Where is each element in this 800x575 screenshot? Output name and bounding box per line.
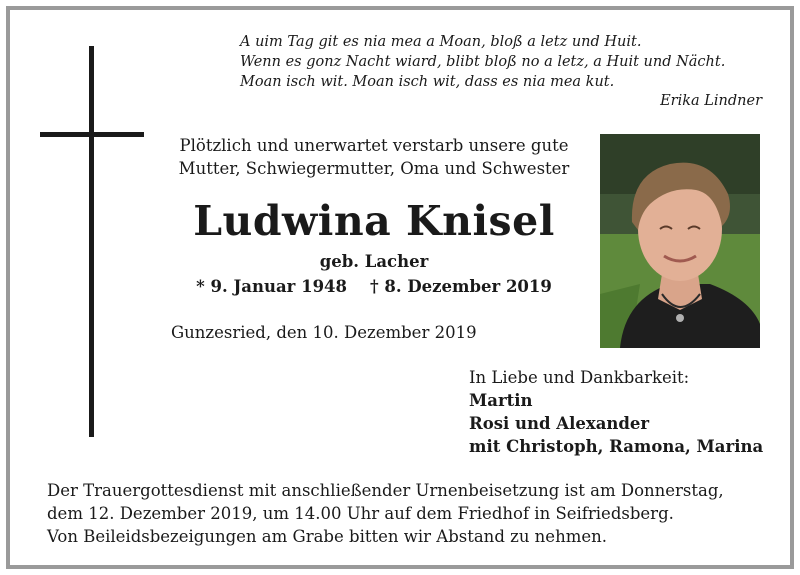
portrait-photo <box>600 134 760 348</box>
service-line: Von Beileidsbezeigungen am Grabe bitten wir Abstand zu nehmen. <box>47 527 607 546</box>
family-signature <box>469 366 763 458</box>
service-line: dem 12. Dezember 2019, um 14.00 Uhr auf dem Friedhof in Seifriedsberg. <box>47 504 674 523</box>
cross-horizontal-bar <box>40 132 144 137</box>
death-date: † 8. Dezember 2019 <box>370 277 552 296</box>
family-member: mit Christoph, Ramona, Marina <box>469 437 764 456</box>
poem-line: Moan isch wit. Moan isch wit, dass es nia mea kut. <box>240 74 615 90</box>
intro-line: Mutter, Schwiegermutter, Oma und Schwester <box>178 159 570 178</box>
funeral-service-info <box>47 479 777 548</box>
family-member: Martin <box>469 391 533 410</box>
intro-line: Plötzlich und unerwartet verstarb unsere gute <box>179 136 569 155</box>
death-announcement-intro <box>148 134 600 180</box>
poem-line: A uim Tag git es nia mea a Moan, bloß a letz und Huit. <box>240 34 642 50</box>
family-heading: In Liebe und Dankbarkeit: <box>469 368 690 387</box>
place-and-date: Gunzesried, den 10. Dezember 2019 <box>171 323 477 342</box>
poem-line: Wenn es gonz Nacht wiard, blibt bloß no a letz, a Huit und Nächt. <box>240 54 726 70</box>
life-dates <box>148 276 600 298</box>
service-line: Der Trauergottesdienst mit anschließender Urnenbeisetzung ist am Donnerstag, <box>47 481 724 500</box>
deceased-name: Ludwina Knisel <box>193 197 555 245</box>
poem-author: Erika Lindner <box>660 93 762 109</box>
birth-name: geb. Lacher <box>319 252 429 271</box>
birth-date: * 9. Januar 1948 <box>196 277 348 296</box>
family-member: Rosi und Alexander <box>469 414 650 433</box>
poem-quote <box>240 32 762 92</box>
cross-vertical-bar <box>89 46 94 437</box>
